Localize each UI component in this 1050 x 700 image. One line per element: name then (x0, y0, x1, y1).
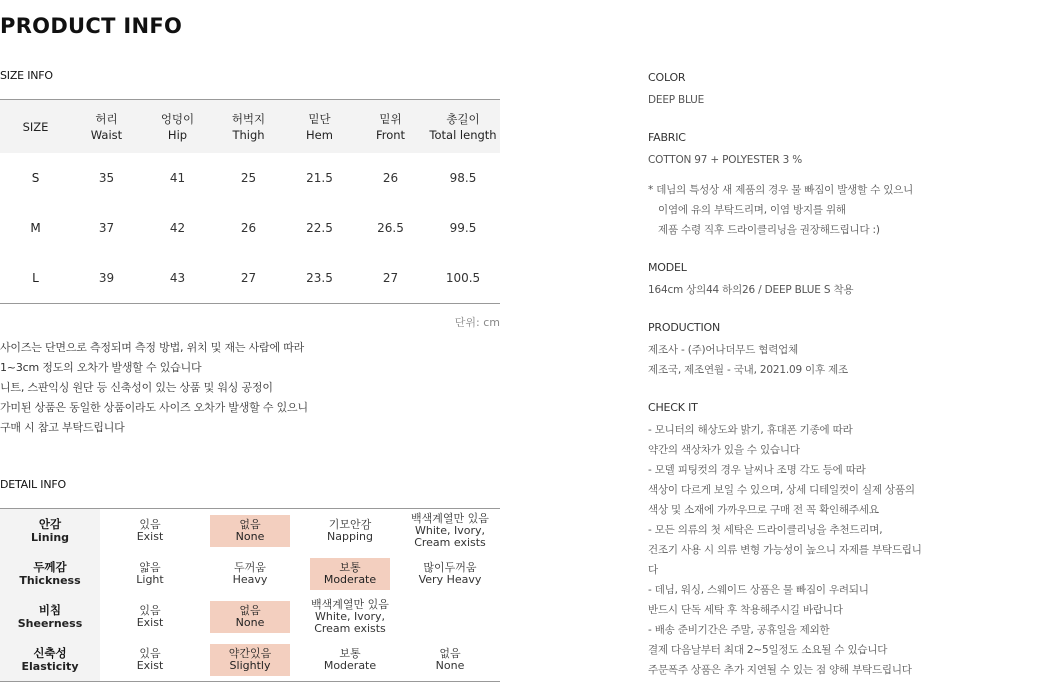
size-cell: 37 (98, 221, 115, 235)
detail-name (0, 595, 100, 639)
table-row (0, 153, 500, 203)
product-details (648, 70, 1048, 700)
detail-cell (100, 509, 200, 554)
detail-name-ko: 안감 (38, 517, 62, 531)
option-ko: 보통 (339, 647, 361, 660)
fabric-value: COTTON 97 + POLYESTER 3 % (648, 154, 802, 166)
detail-option-selected (210, 515, 290, 547)
option-ko: 많이두꺼움 (423, 561, 477, 574)
production-block (648, 320, 1048, 380)
header-ko: 밑단 (308, 111, 331, 126)
size-cell: 25 (240, 171, 257, 185)
size-note-line: 가미된 상품은 동일한 상품이라도 사이즈 오차가 발생할 수 있으니 (0, 401, 308, 414)
size-note-line: 구매 시 참고 부탁드립니다 (0, 421, 125, 434)
detail-cell (100, 595, 200, 639)
header-en: Total length (429, 127, 497, 142)
detail-cell (100, 639, 200, 682)
option-en: Moderate (323, 573, 377, 586)
check-it-line: 건조기 사용 시 의류 변형 가능성이 높으니 자제를 부탁드립니 (648, 544, 922, 556)
size-cell: 27 (240, 271, 257, 285)
detail-cell (400, 509, 500, 554)
option-en: None (235, 616, 265, 629)
option-en: Very Heavy (418, 573, 482, 586)
detail-option (302, 595, 398, 639)
detail-name-ko: 신축성 (33, 646, 67, 660)
size-cell: 26 (240, 221, 257, 235)
size-note-line: 1~3cm 정도의 오차가 발생할 수 있습니다 (0, 361, 202, 374)
detail-cell (200, 509, 300, 554)
option-en: Napping (327, 530, 373, 543)
option-ko: 있음 (139, 604, 161, 617)
option-en: White, Ivory, Cream exists (314, 610, 386, 635)
size-cell: 35 (98, 171, 115, 185)
size-header-front (355, 100, 426, 154)
size-header-waist (71, 100, 142, 154)
detail-cell (400, 595, 500, 639)
option-en: Exist (136, 659, 164, 672)
fabric-note-line: 이염에 유의 부탁드리며, 이염 방지를 위해 (658, 204, 846, 216)
option-en: None (435, 659, 465, 672)
size-info-label: SIZE INFO (0, 69, 53, 82)
size-cell: 22.5 (306, 221, 333, 235)
option-en: Light (136, 573, 164, 586)
page-title: PRODUCT INFO (0, 14, 183, 38)
detail-cell (400, 639, 500, 682)
model-label: MODEL (648, 261, 687, 274)
detail-cell (300, 595, 400, 639)
detail-cell (200, 639, 300, 682)
detail-option (410, 644, 490, 676)
detail-option (110, 558, 190, 590)
detail-option-selected (210, 601, 290, 633)
detail-option (210, 558, 290, 590)
size-cell: 27 (382, 271, 399, 285)
detail-name (0, 639, 100, 682)
check-it-line: 결제 다음날부터 최대 2~5일정도 소요될 수 있습니다 (648, 644, 888, 656)
check-it-line: - 모든 의류의 첫 세탁은 드라이클리닝을 추천드리며, (648, 524, 883, 536)
detail-name-en: Thickness (19, 574, 81, 587)
option-ko: 백색계열만 있음 (411, 512, 489, 525)
detail-option (310, 515, 390, 547)
size-cell: 23.5 (306, 271, 333, 285)
detail-row-sheerness (0, 595, 500, 639)
detail-option-selected (210, 644, 290, 676)
size-header-size (0, 100, 71, 154)
size-header-hip (142, 100, 213, 154)
detail-option (410, 558, 490, 590)
header-en: Hip (167, 127, 188, 142)
option-ko: 없음 (239, 604, 261, 617)
detail-name-en: Sheerness (17, 617, 83, 630)
detail-option (402, 509, 498, 553)
option-ko: 없음 (439, 647, 461, 660)
header-ko: 엉덩이 (160, 111, 195, 126)
option-en: White, Ivory, Cream exists (414, 524, 486, 549)
option-en: Slightly (229, 659, 271, 672)
option-en: Exist (136, 530, 164, 543)
detail-option-selected (310, 558, 390, 590)
size-header-total-length (426, 100, 500, 154)
detail-option (110, 515, 190, 547)
detail-name (0, 553, 100, 595)
fabric-block (648, 130, 1048, 240)
check-it-line: - 데님, 워싱, 스웨이드 상품은 물 빠짐이 우려되니 (648, 584, 869, 596)
fabric-note-line: * 데님의 특성상 새 제품의 경우 물 빠짐이 발생할 수 있으니 (648, 184, 914, 196)
header-ko: SIZE (22, 119, 49, 134)
unit-note: 단위: cm (454, 316, 500, 329)
check-it-line: - 모니터의 해상도와 밝기, 휴대폰 기종에 따라 (648, 424, 853, 436)
detail-option (110, 644, 190, 676)
check-it-line: 색상 및 소재에 가까우므로 구매 전 꼭 확인해주세요 (648, 504, 879, 516)
detail-cell (200, 595, 300, 639)
detail-name-ko: 두께감 (33, 560, 67, 574)
size-cell: S (31, 171, 40, 185)
detail-option (310, 644, 390, 676)
detail-name-ko: 비침 (38, 603, 62, 617)
detail-cell (400, 553, 500, 595)
detail-cell (300, 553, 400, 595)
header-ko: 밑위 (379, 111, 402, 126)
option-ko: 없음 (239, 518, 261, 531)
detail-name (0, 509, 100, 554)
detail-cell (100, 553, 200, 595)
detail-option (110, 601, 190, 633)
option-ko: 보통 (339, 561, 361, 574)
check-it-line: - 배송 준비기간은 주말, 공휴일을 제외한 (648, 624, 830, 636)
check-it-line: 반드시 단독 세탁 후 착용해주시길 바랍니다 (648, 604, 843, 616)
size-cell: 99.5 (449, 221, 477, 235)
option-ko: 약간있음 (228, 647, 272, 660)
option-en: Heavy (232, 573, 268, 586)
option-ko: 백색계열만 있음 (311, 598, 389, 611)
check-it-block (648, 400, 1048, 680)
fabric-label: FABRIC (648, 131, 686, 144)
size-table (0, 99, 500, 304)
detail-table (0, 508, 500, 682)
check-it-line: - 모델 피팅컷의 경우 날씨나 조명 각도 등에 따라 (648, 464, 866, 476)
detail-cell (300, 639, 400, 682)
size-cell: 39 (98, 271, 115, 285)
detail-option (410, 615, 490, 623)
option-en: Exist (136, 616, 164, 629)
header-ko: 허리 (95, 111, 118, 126)
table-row (0, 203, 500, 253)
size-cell: M (30, 221, 41, 235)
model-block (648, 260, 1048, 300)
check-it-label: CHECK IT (648, 401, 698, 414)
size-table-header-row (0, 100, 500, 154)
option-ko: 얇음 (139, 561, 161, 574)
detail-name-en: Elasticity (21, 660, 79, 673)
detail-row-thickness (0, 553, 500, 595)
option-ko: 있음 (139, 518, 161, 531)
model-value: 164cm 상의44 하의26 / DEEP BLUE S 착용 (648, 284, 854, 296)
fabric-note-line: 제품 수령 직후 드라이클리닝을 권장해드립니다 :) (658, 224, 880, 236)
header-en: Waist (90, 127, 123, 142)
check-it-line: 주문폭주 상품은 추가 지연될 수 있는 점 양해 부탁드립니다 (648, 664, 912, 676)
check-it-line: 색상이 다르게 보일 수 있으며, 상세 디테일컷이 실제 상품의 (648, 484, 915, 496)
production-label: PRODUCTION (648, 321, 720, 334)
size-cell: 26 (382, 171, 399, 185)
production-line: 제조국, 제조연월 - 국내, 2021.09 이후 제조 (648, 364, 848, 376)
size-note-line: 사이즈는 단면으로 측정되며 측정 방법, 위치 및 재는 사람에 따라 (0, 341, 305, 354)
color-block (648, 70, 1048, 110)
header-en: Front (375, 127, 406, 142)
option-ko: 두꺼움 (234, 561, 266, 574)
color-label: COLOR (648, 71, 686, 84)
color-value: DEEP BLUE (648, 94, 705, 106)
size-cell: 42 (169, 221, 186, 235)
size-cell: 43 (169, 271, 186, 285)
size-notes (0, 338, 460, 438)
detail-row-elasticity (0, 639, 500, 682)
table-row (0, 253, 500, 304)
option-en: Moderate (323, 659, 377, 672)
detail-row-lining (0, 509, 500, 554)
size-cell: 98.5 (449, 171, 477, 185)
detail-cell (300, 509, 400, 554)
size-cell: 100.5 (445, 271, 481, 285)
size-header-hem (284, 100, 355, 154)
header-en: Hem (306, 127, 333, 142)
size-header-thigh (213, 100, 284, 154)
check-it-line: 약간의 색상차가 있을 수 있습니다 (648, 444, 800, 456)
header-ko: 총길이 (446, 111, 480, 126)
size-cell: 21.5 (306, 171, 333, 185)
size-cell: L (32, 271, 39, 285)
header-en: Thigh (232, 127, 265, 142)
size-cell: 26.5 (377, 221, 404, 235)
size-cell: 41 (169, 171, 186, 185)
check-it-line: 다 (648, 564, 658, 576)
detail-name-en: Lining (30, 531, 70, 544)
size-note-line: 니트, 스판익싱 원단 등 신축성이 있는 상품 및 워싱 공정이 (0, 381, 273, 394)
detail-cell (200, 553, 300, 595)
detail-info-label: DETAIL INFO (0, 478, 66, 491)
option-ko: 있음 (139, 647, 161, 660)
option-ko: 기모안감 (328, 518, 372, 531)
production-line: 제조사 - (주)어나더무드 협력업체 (648, 344, 799, 356)
header-ko: 허벅지 (231, 111, 266, 126)
option-en: None (235, 530, 265, 543)
